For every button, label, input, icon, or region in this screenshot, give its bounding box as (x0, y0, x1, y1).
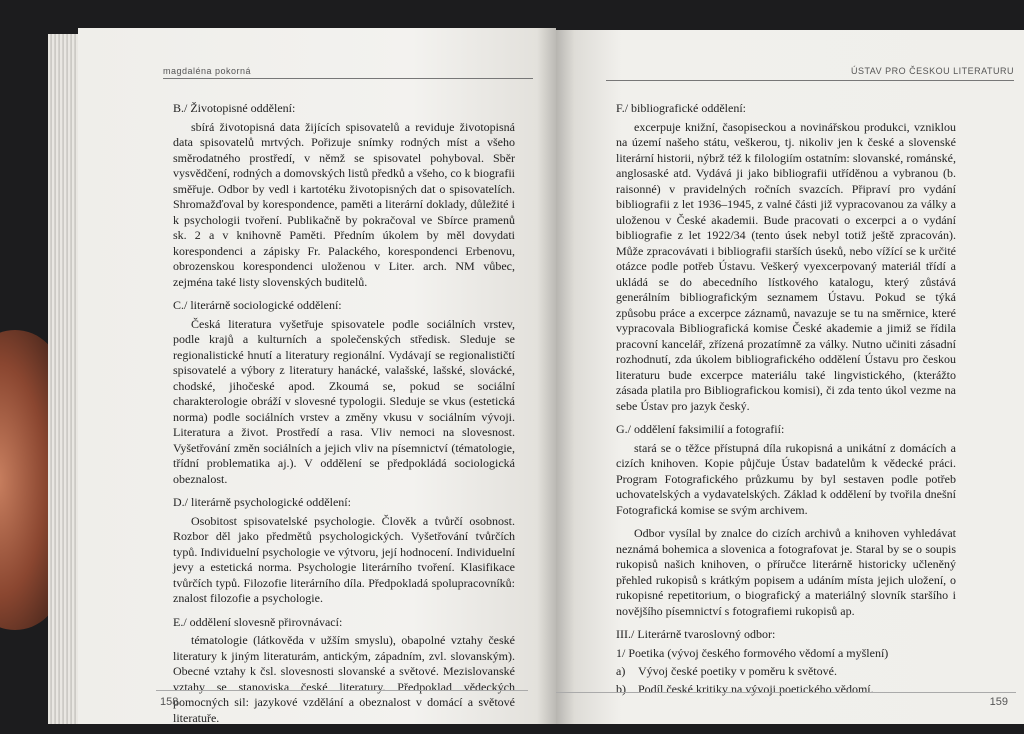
list-text: Vývoj české poetiky v poměru k světové. (638, 664, 837, 678)
list-item (616, 682, 956, 698)
section-body: sbírá životopisná data žijících spisovatelů a reviduje životopisná data spisovatelů mrtvých. Pořizuje snímky rodných míst a všeho směrodatného prostředí, v němž se spisovatel pohyboval. Sběr vysvědčení, rodných a domovských listů předků a všeho, co k biografii směřuje. Odbor by vedl i kartotéku životopisných dat o spisovatelích. Shromažďoval by korespondence, paměti a literární doklady, důležité i k psychologii tvoření. Publikačně by pokračoval ve Sbírce pramenů sk. 2 a v knihovně Paměti. Předním úkolem by měl dovydati korespondenci a zápisky Fr. Palackého, korespondenci Erbenovu, obrozenskou korespondenci uloženou v Liter. arch. NM vůbec, zejména také listy slovenských buditelů. (173, 119, 515, 289)
subsection-heading: 1/ Poetika (vývoj českého formového vědomí a myšlení) (616, 645, 889, 660)
running-head-left: magdaléna pokorná (163, 66, 252, 76)
left-text-block (173, 101, 515, 734)
right-page (556, 30, 1024, 724)
list-text: Podíl české kritiky na vývoji poetického vědomí. (638, 681, 874, 696)
section-heading: C./ literárně sociologické oddělení: (173, 298, 342, 312)
section-body: excerpuje knižní, časopiseckou a novinářskou produkci, vzniklou na území našeho státu, veškerou, tj. nikoliv jen k české a slovenské literární historii, nýbrž též k filologiím ostatním: slovanské, románské, anglosaské atd. Vydává ji jako bibliografii utříděnou a vybranou (b. raisonné) v pravidelných ročních svazcích. Připraví pro vydání bibliografii z let 1936–1945, z valné části již vypracovanou za války a uloženou v České akademii. Bude pracovati o excerpci a o vydání bibliografie z let 1922/34 (tento úsek nebyl totiž ještě zpracován). Může zpracovávati i bibliografii starších úseků, nebo vížící se k určité otázce podle potřeb Ústavu. Veškerý vyexcerpovaný materiál třídí a ukládá se do abecedního lístkového katalogu, který zůstává generálním bibliografickým seznamem Ústavu. Pokud se týká způsobu práce a excerpce záznamů, navazuje se tu na směrnice, které vypracovala Bibliografická komise České akademie a jimiž se řídila pracovní kancelář, zřízená prozatímně za války. Nutno učiniti zásadní rozhodnutí, zda úkolem bibliografického oddělení Ústavu pro českou literaturu bude excerpce materiálu také lingvistického, (kterážto zásada platila pro Bibliografickou komisi), či zda tento úkol vezme na sebe Ústav pro jazyk český. (616, 119, 956, 413)
section-body: Osobitost spisovatelské psychologie. Člověk a tvůrčí osobnost. Rozbor děl jako předmětů psychologických. Vyšetřování tvůrčích typů. Individuelní psychologie ve výtvoru, její hodnocení. Individuelní jevy a estetická norma. Psychologie literárního tvoření. Klasifikace tvůrčích typů. Filozofie literárního díla. Předpokladá spolupracovníků: znalost filozofie a psychologie. (173, 513, 515, 605)
section-body: tématologie (látkověda v užším smyslu), obapolné vztahy české literatury k jiným literaturám, antickým, západním, zvl. slovanským). Obecné vztahy k čsl. slovesnosti slovanské a světové. Mezislovanské vztahy se stanoviska české literatury. Předpoklad vědeckých pomocných sil: jazykové vzdělání a obeznalost v domácí a světové literatuře. (173, 633, 515, 725)
footer-rule-right (556, 692, 1016, 693)
left-page (78, 28, 556, 724)
header-rule-left (163, 78, 533, 79)
section-heading: G./ oddělení faksimilií a fotografií: (616, 422, 785, 436)
section-body: Odbor vysílal by znalce do cizích archivů a knihoven vyhledávat neznámá bohemica a slovenica a fotografovat je. Staral by se o soupis rukopisů našich knihoven, o příručce literárně historicky učleněný přehled rukopisů s krátkým popisem a udáním místa jejich uložení, o rukopisné repetitorium, o biografický a materiálný slovník staršího i novějšího písemnictví s fotografiemi rukopisů ap. (616, 526, 956, 618)
section-heading: E./ oddělení slovesně přirovnávací: (173, 614, 343, 629)
page-edges (48, 34, 78, 724)
page-number-left: 158 (160, 696, 179, 708)
section-heading: D./ literárně psychologické oddělení: (173, 495, 351, 509)
right-text-block (616, 101, 956, 699)
section-heading: III./ Literárně tvaroslovný odbor: (616, 627, 776, 641)
section-heading: B./ Životopisné oddělení: (173, 101, 296, 115)
header-rule-right (606, 80, 1014, 81)
list-item (616, 664, 956, 680)
running-head-right: ÚSTAV PRO ČESKOU LITERATURU (850, 66, 1014, 76)
section-body: Česká literatura vyšetřuje spisovatele podle sociálních vrstev, podle krajů a kulturních a společenských středisk. Sleduje se regionalistické hnutí a literatury regionální. Vydávají se regionalističtí spisovatelé a výbory z literatury hanácké, valašské, lašské, slovácké, chodské, jihočeské apod. Zkoumá se, pokud se sociální charakterologie obráží v slovesné typologii. Sleduje se vkus (estetická norma) podle sociálních vrstev a změny vkusu v sociálním vývoji. Literatura a život. Prostředí a rasa. Vliv nemoci na slovesnost. Vyšetřování změn sociálních a jejich vliv na písemnictví (tématologie, třídní problematika aj.). V oddělení se předpokládá sociologická obeznalost. (173, 316, 515, 486)
section-heading: F./ bibliografické oddělení: (616, 101, 747, 115)
list-marker: b) (616, 681, 626, 696)
page-number-right: 159 (989, 696, 1008, 708)
list-marker: a) (616, 664, 626, 678)
section-body: stará se o těžce přístupná díla rukopisná a unikátní z domácích a cizích knihoven. Kopie půjčuje Ústav badatelům k vědecké práci. Program Fotografického průzkumu by byl sestaven podle potřeb uchovatelských a vydavatelských. Základ k oddělení by tvořila dnešní Fotografická komise se svým archivem. (616, 440, 956, 517)
footer-rule-left (156, 690, 528, 691)
